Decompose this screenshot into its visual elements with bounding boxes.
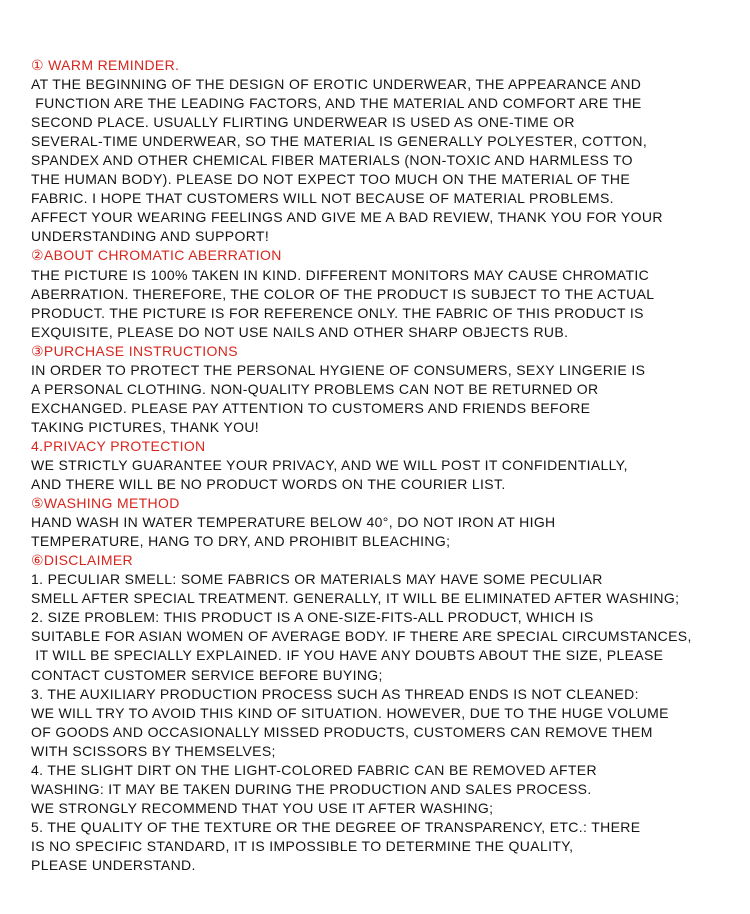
section-washing-method: [31, 494, 746, 551]
body-line: AND THERE WILL BE NO PRODUCT WORDS ON THE COURIER LIST.: [31, 476, 506, 493]
body-line: WE STRICTLY GUARANTEE YOUR PRIVACY, AND WE WILL POST IT CONFIDENTIALLY,: [31, 456, 628, 473]
body-line: WE STRONGLY RECOMMEND THAT YOU USE IT AFTER WASHING;: [31, 799, 494, 816]
body-line: A PERSONAL CLOTHING. NON-QUALITY PROBLEMS CAN NOT BE RETURNED OR: [31, 380, 599, 397]
body-line: IT WILL BE SPECIALLY EXPLAINED. IF YOU HAVE ANY DOUBTS ABOUT THE SIZE, PLEASE: [31, 647, 664, 664]
body-line: OF GOODS AND OCCASIONALLY MISSED PRODUCTS, CUSTOMERS CAN REMOVE THEM: [31, 723, 653, 740]
body-line: SEVERAL-TIME UNDERWEAR, SO THE MATERIAL IS GENERALLY POLYESTER, COTTON,: [31, 133, 648, 150]
section-heading: ②ABOUT CHROMATIC ABERRATION: [31, 247, 282, 264]
body-line: TAKING PICTURES, THANK YOU!: [31, 418, 260, 435]
body-line: WE WILL TRY TO AVOID THIS KIND OF SITUATION. HOWEVER, DUE TO THE HUGE VOLUME: [31, 704, 669, 721]
body-line: 4. THE SLIGHT DIRT ON THE LIGHT-COLORED FABRIC CAN BE REMOVED AFTER: [31, 761, 597, 778]
body-line: ABERRATION. THEREFORE, THE COLOR OF THE PRODUCT IS SUBJECT TO THE ACTUAL: [31, 285, 655, 302]
section-heading: ① WARM REMINDER.: [31, 57, 180, 73]
section-chromatic-aberration: [31, 246, 746, 341]
body-line: 5. THE QUALITY OF THE TEXTURE OR THE DEGREE OF TRANSPARENCY, ETC.: THERE: [31, 818, 641, 835]
body-line: PRODUCT. THE PICTURE IS FOR REFERENCE ONLY. THE FABRIC OF THIS PRODUCT IS: [31, 304, 644, 321]
body-line: WASHING: IT MAY BE TAKEN DURING THE PRODUCTION AND SALES PROCESS.: [31, 780, 592, 797]
body-line: HAND WASH IN WATER TEMPERATURE BELOW 40°, DO NOT IRON AT HIGH: [31, 514, 556, 531]
body-line: THE HUMAN BODY). PLEASE DO NOT EXPECT TOO MUCH ON THE MATERIAL OF THE: [31, 171, 631, 188]
body-line: AFFECT YOUR WEARING FEELINGS AND GIVE ME A BAD REVIEW, THANK YOU FOR YOUR: [31, 209, 663, 226]
product-notice-document: [31, 56, 746, 875]
section-purchase-instructions: [31, 342, 746, 437]
body-line: FABRIC. I HOPE THAT CUSTOMERS WILL NOT BECAUSE OF MATERIAL PROBLEMS.: [31, 190, 614, 207]
section-heading: 4.PRIVACY PROTECTION: [31, 437, 206, 454]
body-line: IS NO SPECIFIC STANDARD, IT IS IMPOSSIBLE TO DETERMINE THE QUALITY,: [31, 837, 574, 854]
body-line: PLEASE UNDERSTAND.: [31, 856, 196, 873]
body-line: FUNCTION ARE THE LEADING FACTORS, AND THE MATERIAL AND COMFORT ARE THE: [31, 95, 642, 112]
section-warm-reminder: [31, 56, 746, 246]
body-line: TEMPERATURE, HANG TO DRY, AND PROHIBIT BLEACHING;: [31, 533, 451, 550]
section-disclaimer: [31, 551, 746, 875]
body-line: 3. THE AUXILIARY PRODUCTION PROCESS SUCH AS THREAD ENDS IS NOT CLEANED:: [31, 685, 639, 702]
body-line: THE PICTURE IS 100% TAKEN IN KIND. DIFFERENT MONITORS MAY CAUSE CHROMATIC: [31, 266, 650, 283]
body-line: SPANDEX AND OTHER CHEMICAL FIBER MATERIALS (NON-TOXIC AND HARMLESS TO: [31, 152, 633, 169]
section-heading: ③PURCHASE INSTRUCTIONS: [31, 342, 238, 359]
body-line: SMELL AFTER SPECIAL TREATMENT. GENERALLY, IT WILL BE ELIMINATED AFTER WASHING;: [31, 590, 680, 607]
body-line: EXQUISITE, PLEASE DO NOT USE NAILS AND OTHER SHARP OBJECTS RUB.: [31, 323, 569, 340]
body-line: CONTACT CUSTOMER SERVICE BEFORE BUYING;: [31, 666, 383, 683]
body-line: 1. PECULIAR SMELL: SOME FABRICS OR MATERIALS MAY HAVE SOME PECULIAR: [31, 571, 603, 588]
section-heading: ⑥DISCLAIMER: [31, 552, 133, 569]
body-line: AT THE BEGINNING OF THE DESIGN OF EROTIC UNDERWEAR, THE APPEARANCE AND: [31, 76, 642, 93]
body-line: WITH SCISSORS BY THEMSELVES;: [31, 742, 276, 759]
body-line: SUITABLE FOR ASIAN WOMEN OF AVERAGE BODY. IF THERE ARE SPECIAL CIRCUMSTANCES,: [31, 628, 692, 645]
body-line: EXCHANGED. PLEASE PAY ATTENTION TO CUSTOMERS AND FRIENDS BEFORE: [31, 399, 591, 416]
section-heading: ⑤WASHING METHOD: [31, 495, 180, 512]
body-line: SECOND PLACE. USUALLY FLIRTING UNDERWEAR IS USED AS ONE-TIME OR: [31, 114, 575, 131]
section-privacy-protection: [31, 437, 746, 494]
body-line: UNDERSTANDING AND SUPPORT!: [31, 228, 270, 245]
body-line: 2. SIZE PROBLEM: THIS PRODUCT IS A ONE-SIZE-FITS-ALL PRODUCT, WHICH IS: [31, 609, 594, 626]
body-line: IN ORDER TO PROTECT THE PERSONAL HYGIENE OF CONSUMERS, SEXY LINGERIE IS: [31, 361, 646, 378]
